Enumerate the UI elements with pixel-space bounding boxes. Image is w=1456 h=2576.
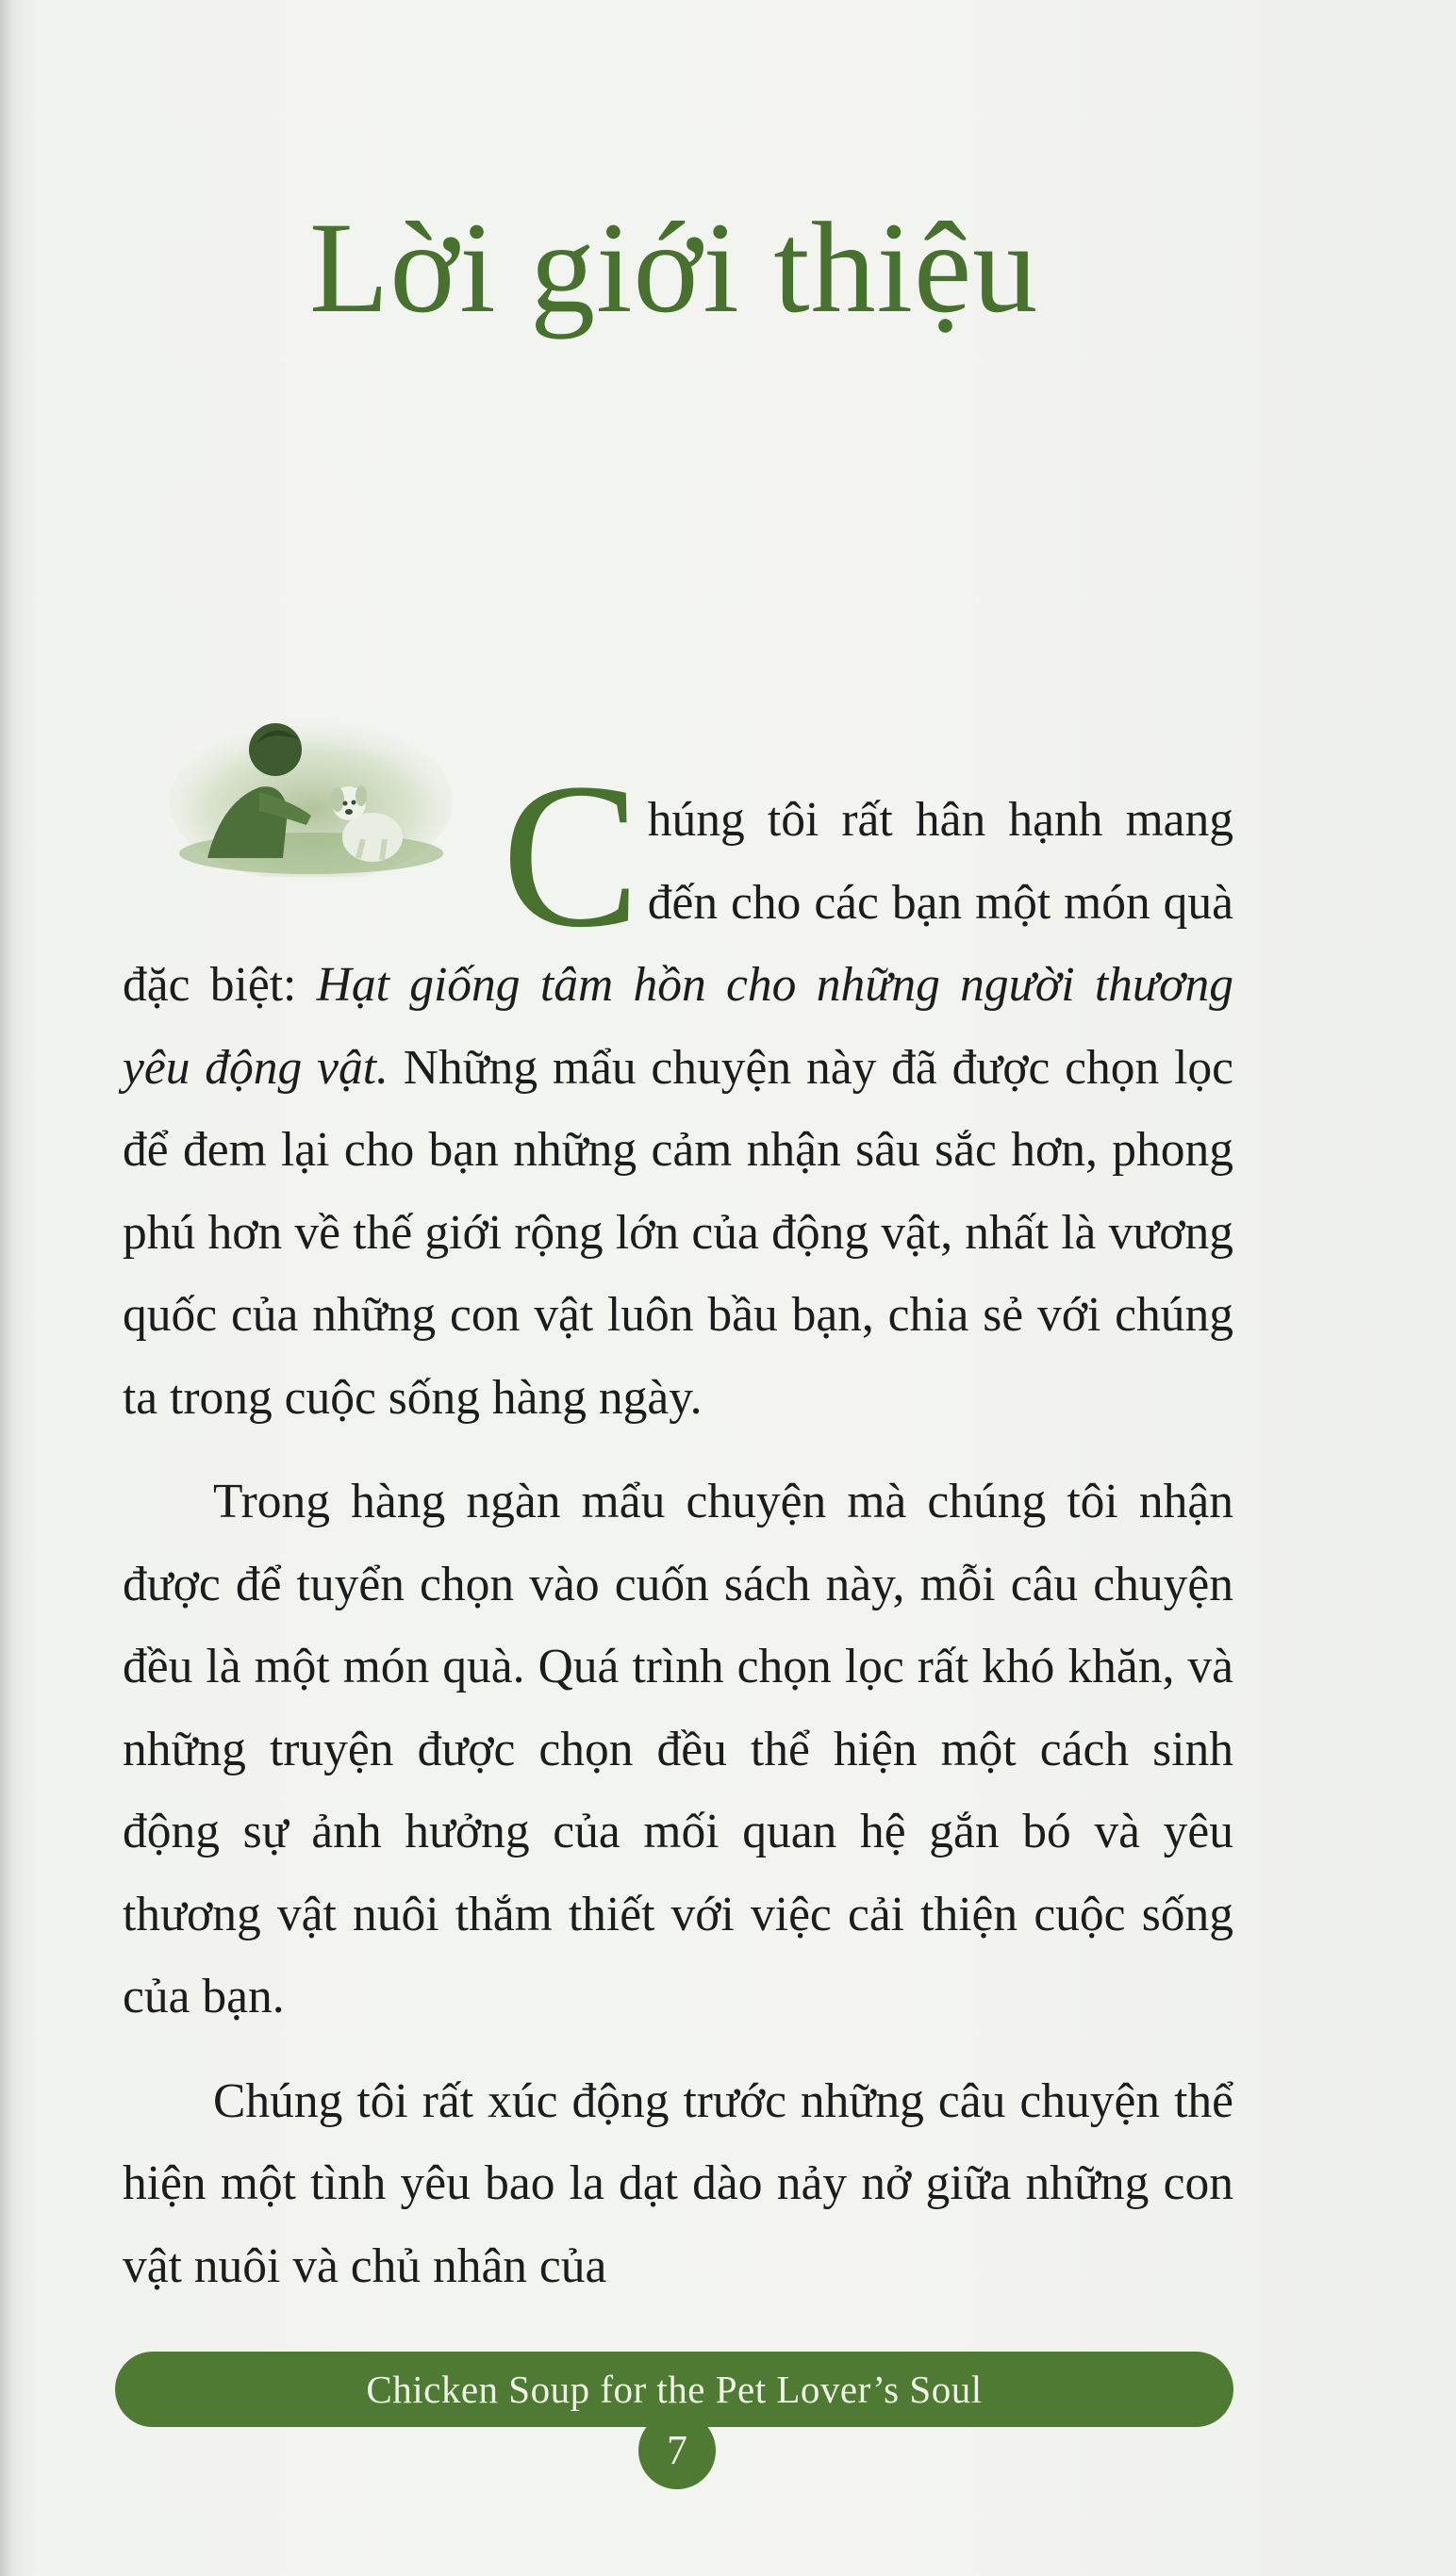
- drop-cap: C: [502, 740, 640, 970]
- paragraph-1-text: húng tôi rất hân hạnh mang đến cho các bạn một món quà đặc biệt:: [123, 793, 1233, 1012]
- book-title-italic: Hạt giống tâm hồn cho những người thương yêu động vật.: [123, 958, 1234, 1095]
- body-text: [123, 740, 1234, 2329]
- running-footer: Chicken Soup for the Pet Lover’s Soul: [115, 2352, 1233, 2427]
- paragraph-3: Chúng tôi rất xúc động trước những câu chuyện thể hiện một tình yêu bao la dạt dào nảy nở giữa những con vật nuôi và chủ nhân của: [123, 2073, 1233, 2293]
- paragraph-1-continuation: Những mẩu chuyện này đã được chọn lọc để đem lại cho bạn những cảm nhận sâu sắc hơn, phong phú hơn về thế giới rộng lớn của động vật, nhất là vương quốc của những con vật luôn bầu bạn, chia sẻ với chúng ta trong cuộc sống hàng ngày.: [123, 1040, 1234, 1425]
- paragraph-1: [123, 740, 1234, 1439]
- photo-spacer: [123, 779, 502, 939]
- page-number: 7: [638, 2412, 716, 2489]
- paragraph-2: Trong hàng ngàn mẩu chuyện mà chúng tôi nhận được để tuyển chọn vào cuốn sách này, mỗi câu chuyện đều là một món quà. Quá trình chọn lọc rất khó khăn, và những truyện được chọn đều thể hiện một cách sinh động sự ảnh hưởng của mối quan hệ gắn bó và yêu thương vật nuôi thắm thiết với việc cải thiện cuộc sống của bạn.: [123, 1475, 1233, 2023]
- page-title: Lời giới thiệu: [309, 195, 1039, 339]
